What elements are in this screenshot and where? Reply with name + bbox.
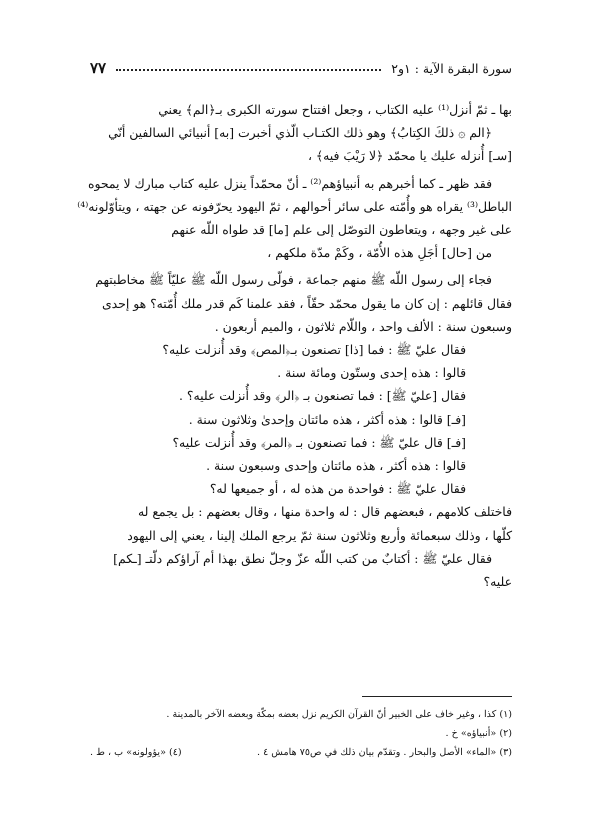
footnotes — [90, 696, 512, 762]
footnote-text: (١) كذا ، وغير خاف على الخبير أنّ القرآن الكريم نزل بعضه بمكّة وبعضه الآخر بالمدينة . — [166, 709, 512, 720]
text-line: فجاء إلى رسول اللّه ﷺ منهم جماعة ، فولّى رسول اللّه ﷺ عليّاً ﷺ مخاطبتهم — [95, 272, 492, 288]
text-line: قالوا : هذه إحدى وستّون ومائة سنة . — [277, 365, 466, 381]
text-line: الباطل⁽³⁾ يقراه هو وأُمّته على سائر أحوالهم ، ثمّ اليهود يحرّفونه عن جهته ، ويتأوّلونه⁽⁴⁾ — [77, 198, 512, 214]
text-line: قالوا : هذه أكثر ، هذه مائتان وإحدى وسبعون سنة . — [206, 458, 466, 474]
body-text — [77, 98, 512, 593]
page-number: ٧٧ — [90, 59, 107, 77]
text-line: فاختلف كلامهم ، فبعضهم قال : له واحدة منها ، وقال بعضهم : بل يجمع له — [137, 504, 512, 520]
text-line: عليه؟ — [483, 574, 512, 590]
text-line: [فـ] قالوا : هذه أكثر ، هذه مائتان وإحدىٰ وثلاثون سنة . — [188, 411, 466, 427]
text-line: فقال [عليّ ﷺ] : فما تصنعون بـ ﴿الر﴾ وقد أُنزلت عليه؟ . — [179, 388, 466, 404]
text-line: من [حال] أجَلِ هذه الأُمّة ، وكَمْ مدّة ملكهم ، — [267, 245, 492, 261]
text-line: وسبعون سنة : الألف واحد ، واللّام ثلاثون ، والميم أربعون . — [214, 318, 512, 334]
footnote-1 — [90, 705, 512, 724]
footnote-text: (٢) «أنبياؤه» خ . — [445, 728, 512, 739]
running-title: سورة البقرة الآية : ١و٢ — [391, 60, 512, 76]
text-line: فقال قائلهم : إن كان ما يقول محمّد حقّاً ، فقد علمنا كَم قدر ملك أُمّته؟ هو إحدى — [101, 295, 512, 311]
text-line: كلّها ، وذلك سبعمائة وأربع وثلاثون سنة ثمّ يرجع الملك إلينا ، يعني إلى اليهود — [127, 527, 512, 543]
footnote-2 — [90, 724, 512, 743]
text-line: [فـ] قال عليّ ﷺ : فما تصنعون بـ ﴿المر﴾ وقد أُنزلت عليه؟ — [172, 434, 466, 450]
running-header — [90, 58, 512, 78]
footnote-rule — [362, 696, 512, 697]
footnote-3-4 — [90, 743, 512, 762]
text-line: فقد ظهر ـ كما أخبرهم به أنبياؤهم⁽²⁾ ـ أنّ محمّداً ينزل عليه كتاب مبارك لا يمحوه — [88, 175, 492, 191]
header-dotted-rule — [116, 69, 381, 71]
text-line: فقال عليّ ﷺ : فواحدة من هذه له ، أو جميعها له؟ — [209, 481, 466, 497]
text-line: فقال عليّ ﷺ : فما [ذا] تصنعون بـ﴿المص﴾ وقد أُنزلت عليه؟ — [162, 342, 466, 358]
text-line: ﴿الم ۞ ذلكَ الكِتابُ﴾ وهو ذلك الكتـاب الّذي أخبرت [به] أنبيائي السالفين أنّي — [108, 125, 492, 141]
footnote-text: (٤) «يؤولونه» ب ، ط . — [90, 747, 182, 758]
text-line: على غير وجهه ، ويتعاطون التوصّل إلى علم [ما] قد طواه اللّه عنهم — [171, 222, 512, 238]
text-line: بها ـ ثمّ أنزل⁽¹⁾ عليه الكتاب ، وجعل افتتاح سورته الكبرى بـ﴿الم﴾ يعني — [158, 102, 512, 117]
text-line: فقال عليّ ﷺ : أكتابٌ من كتب اللّه عزّ وجلّ نطق بهذا أم آراؤكم دلّتـ [ـكم] — [113, 550, 492, 566]
text-line: [سـ] أُنزله عليك يا محمّد ﴿لا رَيْبَ فيه﴾ ، — [307, 148, 512, 164]
footnote-text: (٣) «الماء» الأصل والبحار . وتقدّم بيان ذلك في ص٧٥ هامش ٤ . — [256, 747, 512, 758]
